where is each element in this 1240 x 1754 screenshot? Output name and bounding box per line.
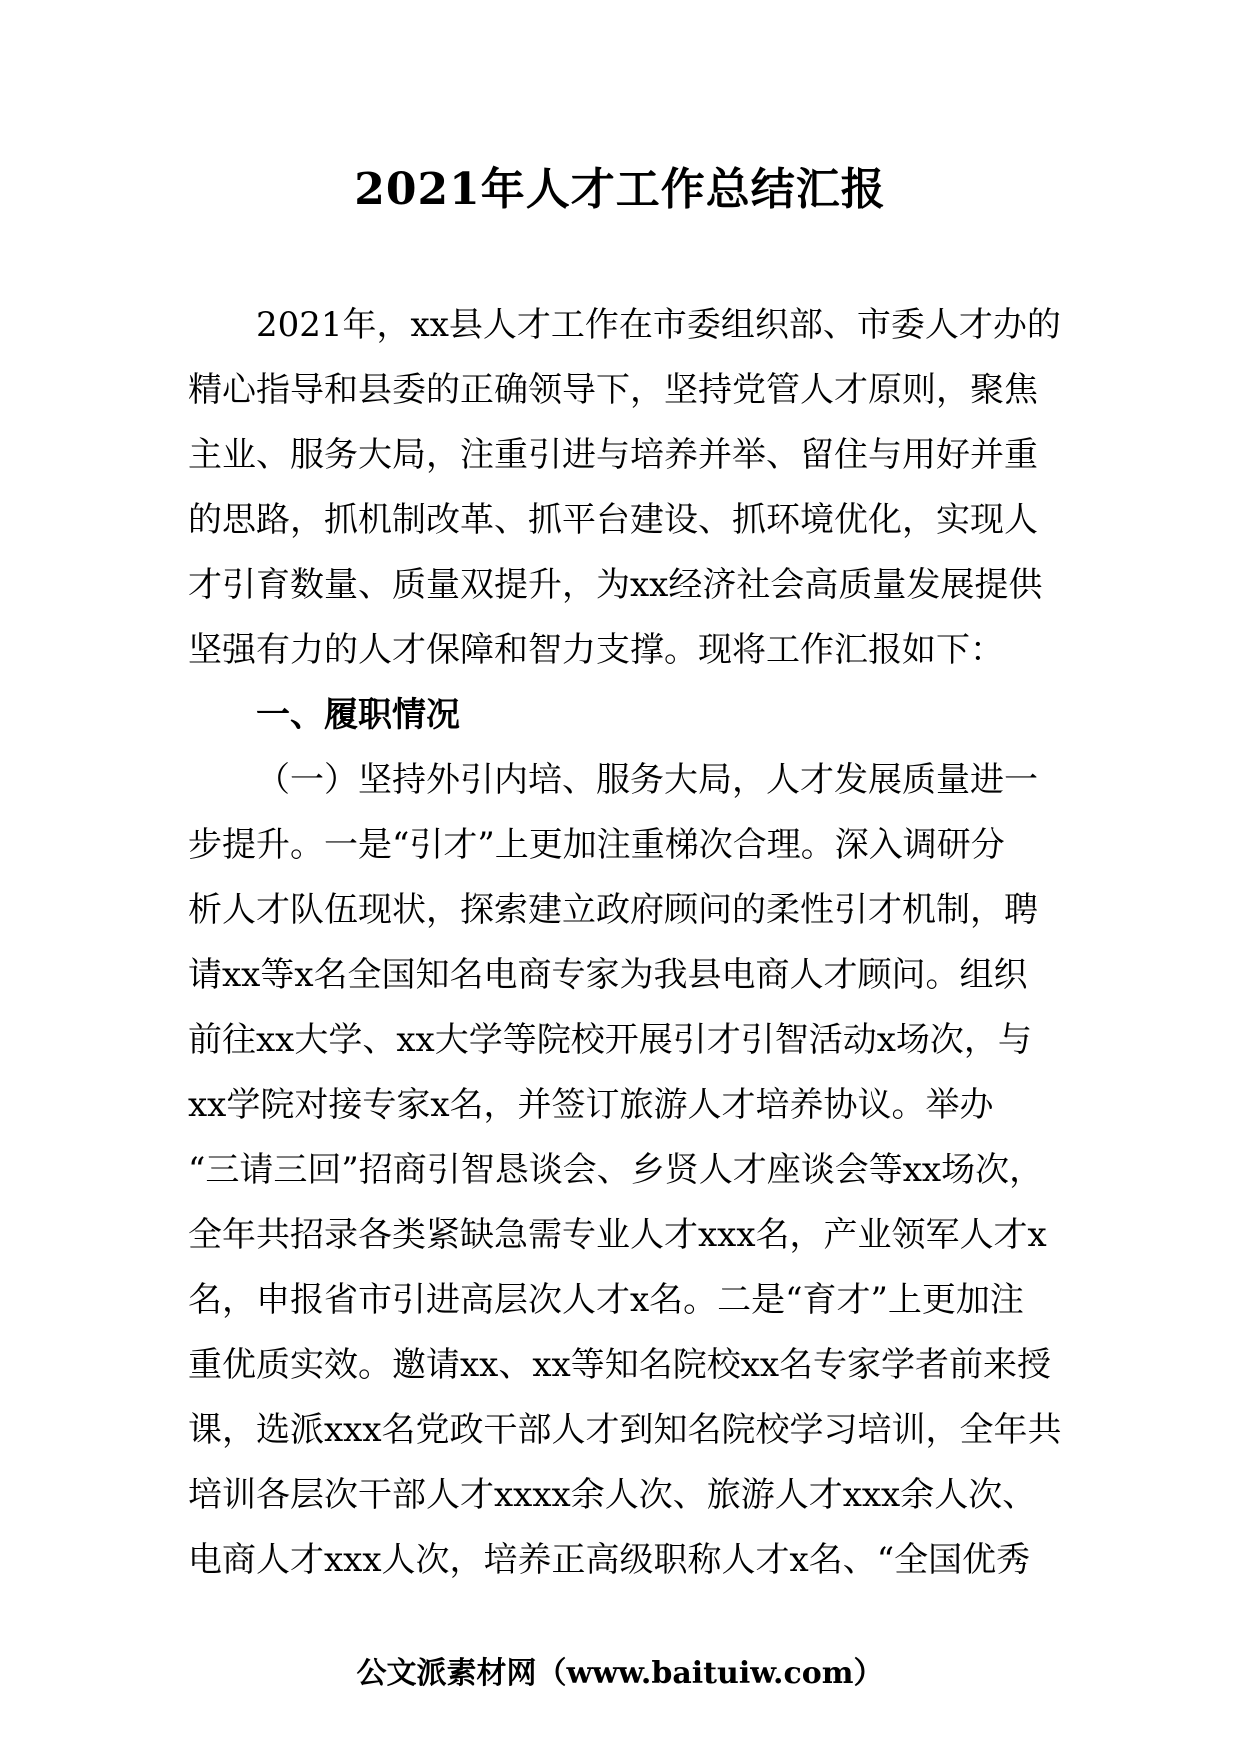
- paragraph-line: 坚强有力的人才保障和智力支撑。现将工作汇报如下：: [188, 630, 1004, 670]
- document-title: 2021年人才工作总结汇报: [354, 164, 886, 215]
- paragraph-line: 请xx等x名全国知名电商专家为我县电商人才顾问。组织: [188, 955, 1028, 995]
- paragraph-line: 的思路，抓机制改革、抓平台建设、抓环境优化，实现人: [188, 500, 1038, 540]
- document-body: [188, 293, 1062, 1593]
- paragraph-line: 名，申报省市引进高层次人才x名。二是“育才”上更加注: [188, 1280, 1024, 1320]
- paragraph-line: 步提升。一是“引才”上更加注重梯次合理。深入调研分: [188, 825, 1005, 865]
- paragraph-line: 2021年，xx县人才工作在市委组织部、市委人才办的: [256, 305, 1061, 345]
- paragraph-line: 培训各层次干部人才xxxx余人次、旅游人才xxx余人次、: [188, 1475, 1037, 1515]
- paragraph-line: xx学院对接专家x名，并签订旅游人才培养协议。举办: [188, 1085, 994, 1125]
- paragraph-line: 才引育数量、质量双提升，为xx经济社会高质量发展提供: [188, 565, 1043, 605]
- paragraph-line: 前往xx大学、xx大学等院校开展引才引智活动x场次，与: [188, 1020, 1032, 1060]
- paragraph-line: 析人才队伍现状，探索建立政府顾问的柔性引才机制，聘: [188, 890, 1038, 930]
- paragraph-line: 主业、服务大局，注重引进与培养并举、留住与用好并重: [188, 435, 1038, 475]
- paragraph-line: “三请三回”招商引智恳谈会、乡贤人才座谈会等xx场次，: [188, 1150, 1044, 1190]
- section-heading: 一、履职情况: [256, 695, 460, 735]
- paragraph-line: 重优质实效。邀请xx、xx等知名院校xx名专家学者前来授: [188, 1345, 1052, 1385]
- paragraph-line: 精心指导和县委的正确领导下，坚持党管人才原则，聚焦: [188, 370, 1038, 410]
- paragraph-line: （一）坚持外引内培、服务大局，人才发展质量进一: [256, 760, 1038, 800]
- paragraph-line: 全年共招录各类紧缺急需专业人才xxx名，产业领军人才x: [188, 1215, 1047, 1255]
- footer-watermark: 公文派素材网（www.baituiw.com）: [356, 1656, 884, 1691]
- paragraph-line: 课，选派xxx名党政干部人才到知名院校学习培训，全年共: [188, 1410, 1062, 1450]
- paragraph-line: 电商人才xxx人次，培养正高级职称人才x名、“全国优秀: [188, 1540, 1031, 1580]
